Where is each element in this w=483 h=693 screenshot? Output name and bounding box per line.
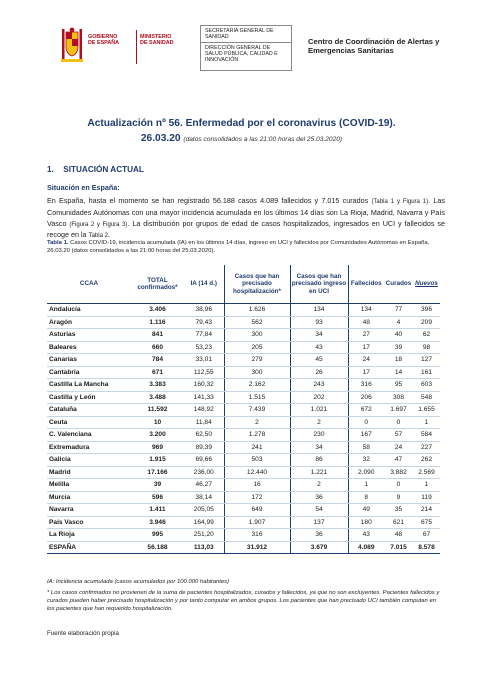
cell-curados: 0 <box>384 479 413 492</box>
table-row <box>47 404 440 417</box>
cell-curados: 48 <box>384 529 413 542</box>
table-row <box>47 529 440 542</box>
section-heading <box>47 165 144 174</box>
cell-ia: 38,14 <box>184 491 224 504</box>
cell-curados: 308 <box>384 391 413 404</box>
cell-total: 3.406 <box>131 304 184 317</box>
cell-ccaa: La Rioja <box>47 529 131 542</box>
cell-uci: 230 <box>290 429 348 442</box>
cell-nuevos: 62 <box>413 329 440 342</box>
cell-fallecidos: 316 <box>348 379 384 392</box>
cell-ia: 251,20 <box>184 529 224 542</box>
table-row <box>47 504 440 517</box>
table-row <box>47 479 440 492</box>
cell-ccaa: Castilla y León <box>47 391 131 404</box>
cell-uci: 43 <box>290 341 348 354</box>
centro-label: Centro de Coordinación de Alertas y Emergencias Sanitarias <box>308 37 440 55</box>
cell-fallecidos: 43 <box>348 529 384 542</box>
cell-nuevos: 603 <box>413 379 440 392</box>
cell-ccaa: Murcia <box>47 491 131 504</box>
cell-fallecidos: 27 <box>348 329 384 342</box>
table-row <box>47 466 440 479</box>
cell-uci: 34 <box>290 441 348 454</box>
cell-hosp: 316 <box>224 529 290 542</box>
cell-curados: 621 <box>384 516 413 529</box>
col-total: TOTAL confirmados* <box>131 265 184 304</box>
department-box <box>200 25 292 71</box>
cell-curados: 0 <box>384 416 413 429</box>
cell-curados: 77 <box>384 304 413 317</box>
cell-total: 11.592 <box>131 404 184 417</box>
cell-curados: 9 <box>384 491 413 504</box>
cell-fallecidos: 167 <box>348 429 384 442</box>
cell-nuevos: 2.569 <box>413 466 440 479</box>
col-ia: IA (14 d.) <box>184 265 224 304</box>
cell-hosp: 1.515 <box>224 391 290 404</box>
table-row <box>47 416 440 429</box>
cell-total: 1.411 <box>131 504 184 517</box>
cell-total: 3.946 <box>131 516 184 529</box>
cell-curados: 57 <box>384 429 413 442</box>
cell-ia: 141,33 <box>184 391 224 404</box>
cell-uci: 137 <box>290 516 348 529</box>
cell-hosp: 172 <box>224 491 290 504</box>
table-row <box>47 316 440 329</box>
cell-hosp: 7.439 <box>224 404 290 417</box>
cell-nuevos: 209 <box>413 316 440 329</box>
secretaria-label: SECRETARIA GENERAL DE SANIDAD <box>201 26 291 43</box>
cell-ccaa: Melilla <box>47 479 131 492</box>
table-row <box>47 366 440 379</box>
cell-curados: 3.882 <box>384 466 413 479</box>
cell-hosp: 205 <box>224 341 290 354</box>
cell-hosp: 300 <box>224 366 290 379</box>
cell-total: 841 <box>131 329 184 342</box>
table-caption: Tabla 1. Casos COVID-19, incidencia acumulada (IA) en los últimos 14 días, ingreso en UCI y fallecidos por Comunidades Autónomas en España, 26.03.20 (datos consolidados a las 21:00 horas del 25.03.2020). <box>47 240 430 254</box>
cell-uci: 36 <box>290 491 348 504</box>
col-fallecidos: Fallecidos <box>348 265 384 304</box>
cell-hosp: 16 <box>224 479 290 492</box>
cell-ccaa: Madrid <box>47 466 131 479</box>
cell-total: 995 <box>131 529 184 542</box>
cell-ia: 53,23 <box>184 341 224 354</box>
cell-ia: 164,99 <box>184 516 224 529</box>
cell-ccaa: Ceuta <box>47 416 131 429</box>
table-body <box>47 304 440 554</box>
ministerio-label: MINISTERIO DE SANIDAD <box>140 34 174 47</box>
cell-fallecidos: 134 <box>348 304 384 317</box>
cell-hosp: 2.162 <box>224 379 290 392</box>
cell-curados: 14 <box>384 366 413 379</box>
cell-curados: 24 <box>384 441 413 454</box>
cell-ia: 38,96 <box>184 304 224 317</box>
cases-table <box>47 265 440 554</box>
sub-heading: Situación en España: <box>47 183 120 192</box>
government-logo <box>60 26 200 70</box>
source-note: Fuente elaboración propia <box>47 630 119 637</box>
report-subtitle <box>0 133 483 144</box>
coat-of-arms-icon <box>60 26 84 66</box>
cell-total: 671 <box>131 366 184 379</box>
cell-ia: 69,66 <box>184 454 224 467</box>
cell-fallecidos: 0 <box>348 416 384 429</box>
table-row <box>47 491 440 504</box>
cell-ccaa: País Vasco <box>47 516 131 529</box>
cell-ccaa: Navarra <box>47 504 131 517</box>
cell-fallecidos: 48 <box>348 316 384 329</box>
cell-nuevos: 127 <box>413 354 440 367</box>
cell-ccaa: Galicia <box>47 454 131 467</box>
cell-curados: 7.015 <box>384 541 413 554</box>
cell-fallecidos: 180 <box>348 516 384 529</box>
table-row <box>47 341 440 354</box>
direccion-label: DIRECCIÓN GENERAL DE SALUD PÚBLICA, CALIDAD E INNOVACIÓN <box>205 45 278 64</box>
cell-ccaa: Cataluña <box>47 404 131 417</box>
cell-hosp: 503 <box>224 454 290 467</box>
cell-total: 3.200 <box>131 429 184 442</box>
col-hosp: Casos que han precisado hospitalización* <box>224 265 290 304</box>
cell-total: 17.166 <box>131 466 184 479</box>
cell-ccaa: Baleares <box>47 341 131 354</box>
table-row <box>47 516 440 529</box>
cell-uci: 34 <box>290 329 348 342</box>
cell-curados: 47 <box>384 454 413 467</box>
cell-fallecidos: 2.090 <box>348 466 384 479</box>
cell-total: 56.188 <box>131 541 184 554</box>
cell-uci: 134 <box>290 304 348 317</box>
cell-total: 969 <box>131 441 184 454</box>
cell-nuevos: 262 <box>413 454 440 467</box>
cell-ia: 11,84 <box>184 416 224 429</box>
cell-fallecidos: 206 <box>348 391 384 404</box>
cell-ccaa: Andalucía <box>47 304 131 317</box>
cell-total: 784 <box>131 354 184 367</box>
cell-ia: 160,32 <box>184 379 224 392</box>
cell-nuevos: 161 <box>413 366 440 379</box>
table-header-row <box>47 265 440 304</box>
cell-total: 3.488 <box>131 391 184 404</box>
cell-ccaa: Extremadura <box>47 441 131 454</box>
cell-total: 1.116 <box>131 316 184 329</box>
section-label: SITUACIÓN ACTUAL <box>63 165 144 174</box>
cell-fallecidos: 1 <box>348 479 384 492</box>
cell-fallecidos: 4.089 <box>348 541 384 554</box>
cell-nuevos: 584 <box>413 429 440 442</box>
cell-nuevos: 396 <box>413 304 440 317</box>
cell-nuevos: 1.655 <box>413 404 440 417</box>
col-nuevos: Nuevos <box>413 265 440 304</box>
cell-uci: 26 <box>290 366 348 379</box>
cell-curados: 1.697 <box>384 404 413 417</box>
cell-hosp: 241 <box>224 441 290 454</box>
cell-hosp: 1.278 <box>224 429 290 442</box>
cell-ia: 113,03 <box>184 541 224 554</box>
report-date-note: (datos consolidados a las 21:00 horas del 25.03.2020) <box>183 136 343 143</box>
cell-nuevos: 227 <box>413 441 440 454</box>
table-row <box>47 379 440 392</box>
cell-uci: 1.221 <box>290 466 348 479</box>
cell-nuevos: 98 <box>413 341 440 354</box>
cell-ia: 46,27 <box>184 479 224 492</box>
cell-total: 660 <box>131 341 184 354</box>
situation-paragraph: En España, hasta el momento se han registrado 56.188 casos 4.089 fallecidos y 7.015 curados (Tabla 1 y Figura 1). Las Comunidades Autónomas con una mayor incidencia acumulada en los últimos 14 días son La Rioja, Madrid, Navarra y País Vasco (Figura 2 y Figura 3). La distribución por grupos de edad de casos hospitalizados, ingresados en UCI y fallecidos se recoge en la Tabla 2. <box>47 196 445 240</box>
cell-ia: 62,50 <box>184 429 224 442</box>
cell-curados: 39 <box>384 341 413 354</box>
cell-uci: 2 <box>290 479 348 492</box>
gobierno-label: GOBIERNO DE ESPAÑA <box>88 34 120 47</box>
report-title: Actualización nº 56. Enfermedad por el coronavirus (COVID-19). <box>87 118 396 129</box>
cell-uci: 36 <box>290 529 348 542</box>
cell-uci: 243 <box>290 379 348 392</box>
cell-ia: 77,84 <box>184 329 224 342</box>
cell-nuevos: 548 <box>413 391 440 404</box>
cell-uci: 86 <box>290 454 348 467</box>
cell-fallecidos: 17 <box>348 341 384 354</box>
cell-nuevos: 1 <box>413 416 440 429</box>
cell-fallecidos: 49 <box>348 504 384 517</box>
cell-nuevos: 119 <box>413 491 440 504</box>
cell-total: 39 <box>131 479 184 492</box>
cell-hosp: 2 <box>224 416 290 429</box>
cell-fallecidos: 17 <box>348 366 384 379</box>
table-row <box>47 454 440 467</box>
document-header <box>0 0 483 80</box>
cell-ia: 79,43 <box>184 316 224 329</box>
cell-ccaa: Canarias <box>47 354 131 367</box>
footnote-asterisk: * Los casos confirmados no provienen de la suma de pacientes hospitalizados, curados y fallecidos, ya que no son excluyentes. Pacientes fallecidos y curados pueden haber precisado hospitalización y por tanto computar en ambos grupos. Los pacientes que han precisado UCI también computan en los pacientes que han requerido hospitalización. <box>47 590 440 613</box>
table-total-row <box>47 541 440 554</box>
cell-ia: 205,05 <box>184 504 224 517</box>
table-row <box>47 441 440 454</box>
cell-hosp: 300 <box>224 329 290 342</box>
table-row <box>47 429 440 442</box>
cell-ia: 89,39 <box>184 441 224 454</box>
table-row <box>47 391 440 404</box>
cell-ccaa: ESPAÑA <box>47 541 131 554</box>
cell-hosp: 12.440 <box>224 466 290 479</box>
cell-ccaa: Asturias <box>47 329 131 342</box>
cell-ia: 33,01 <box>184 354 224 367</box>
table-row <box>47 329 440 342</box>
cell-total: 596 <box>131 491 184 504</box>
cell-ia: 236,00 <box>184 466 224 479</box>
logo-divider <box>136 30 137 64</box>
col-curados: Curados <box>384 265 413 304</box>
cell-fallecidos: 24 <box>348 354 384 367</box>
cell-hosp: 1.907 <box>224 516 290 529</box>
table-row <box>47 304 440 317</box>
cell-fallecidos: 58 <box>348 441 384 454</box>
cell-hosp: 649 <box>224 504 290 517</box>
report-date: 26.03.20 <box>140 133 181 144</box>
col-ccaa: CCAA <box>47 265 131 304</box>
cell-nuevos: 1 <box>413 479 440 492</box>
cell-fallecidos: 8 <box>348 491 384 504</box>
cell-curados: 4 <box>384 316 413 329</box>
table-row <box>47 354 440 367</box>
cell-total: 1.915 <box>131 454 184 467</box>
cell-ccaa: Aragón <box>47 316 131 329</box>
cell-curados: 18 <box>384 354 413 367</box>
cell-curados: 40 <box>384 329 413 342</box>
cell-uci: 3.679 <box>290 541 348 554</box>
cell-uci: 93 <box>290 316 348 329</box>
cell-nuevos: 67 <box>413 529 440 542</box>
cell-curados: 35 <box>384 504 413 517</box>
section-number: 1. <box>47 165 54 174</box>
footnote-ia: IA: Incidencia acumulada (casos acumulados por 100.000 habitantes) <box>47 579 230 585</box>
cell-uci: 202 <box>290 391 348 404</box>
cell-curados: 95 <box>384 379 413 392</box>
cell-hosp: 279 <box>224 354 290 367</box>
cell-ia: 148,92 <box>184 404 224 417</box>
cell-ccaa: C. Valenciana <box>47 429 131 442</box>
cell-nuevos: 214 <box>413 504 440 517</box>
col-uci: Casos que han precisado ingreso en UCI <box>290 265 348 304</box>
cell-fallecidos: 672 <box>348 404 384 417</box>
cell-nuevos: 8.578 <box>413 541 440 554</box>
cell-ccaa: Cantabria <box>47 366 131 379</box>
cell-ia: 112,55 <box>184 366 224 379</box>
cell-uci: 54 <box>290 504 348 517</box>
cell-uci: 45 <box>290 354 348 367</box>
cell-fallecidos: 32 <box>348 454 384 467</box>
cell-ccaa: Castilla La Mancha <box>47 379 131 392</box>
cell-total: 10 <box>131 416 184 429</box>
cell-uci: 2 <box>290 416 348 429</box>
cell-hosp: 31.912 <box>224 541 290 554</box>
cell-uci: 1.021 <box>290 404 348 417</box>
cell-nuevos: 675 <box>413 516 440 529</box>
cell-total: 3.383 <box>131 379 184 392</box>
cell-hosp: 1.626 <box>224 304 290 317</box>
cell-hosp: 562 <box>224 316 290 329</box>
